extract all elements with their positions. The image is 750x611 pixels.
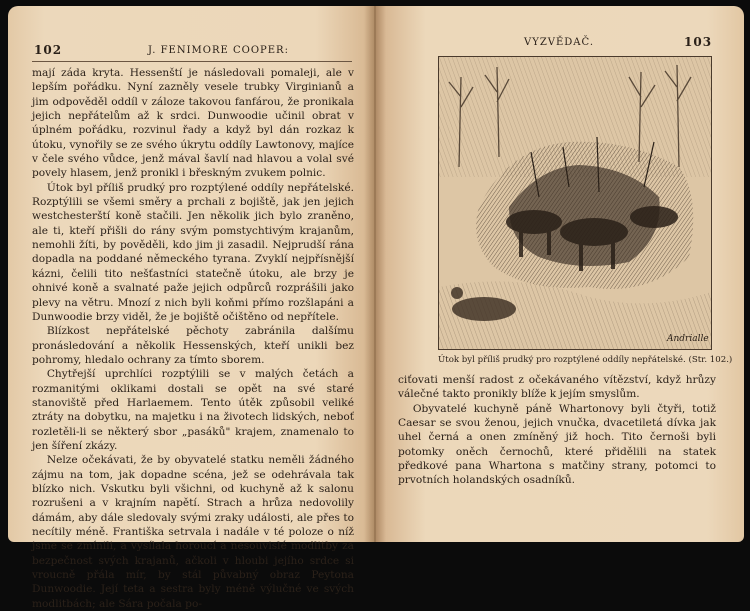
running-head-right: VYZVĚDAČ. xyxy=(524,37,595,48)
paragraph: Útok byl příliš prudký pro rozptýlené oddíly nepřátelské. Rozptýlili se všemi směry a prchali z bojiště, jak jen jejich westchesterští koně stačili. Jen několik jich bylo zraněno, ale ti, kteří přišli do rány svým pomstychtivým krajanům, nemohli žíti, by pověděli, kdo jim ji zasadil. Nejprudší rána dopadla na poddané německého tyrana. Zvyklí nejpřísnější kázni, čelili tito nešťastníci statečně útoku, ale brzy je ohnivé koně a svalnaté paže jejich odpůrců rozprášili jako plevy na větru. Mnozí z nich byli koňmi přímo rozšlapáni a Dunwoodie brzy viděl, že je bojiště očištěno od nepřítele. xyxy=(32,181,354,323)
right-page-body xyxy=(398,373,716,488)
svg-text:Andrialle: Andrialle xyxy=(667,334,709,344)
cavalry-charge-illustration xyxy=(439,57,711,349)
left-page xyxy=(8,6,374,610)
book-spread xyxy=(8,6,744,610)
left-page-body xyxy=(32,66,354,611)
paragraph: Nelze očekávati, že by obyvatelé statku neměli žádného zájmu na tom, jak dopadne scéna, jež se odehrávala tak blízko nich. Vskutku byli všichni, od kuchyně až k salonu rozrušeni a v krajním napětí. Strach a hrůza nedovolily dámám, aby dále sledovaly svými zraky události, ale přes to necítily méně. Františka setrvala i nadále v té poloze o níž jsme se zmínili, a vysílala horoucí a nesouvislé modlitby za bezpečnost svých krajanů, ačkoli v hloubi jejího srdce si vroucně přála mír, by stál půvabný obraz Peytona Dunwoodie. Její teta a sestra byly méně výlučné ve svých modlitbách; ale Sára počala po- xyxy=(32,454,354,610)
page-number-right: 103 xyxy=(684,35,713,49)
paragraph: Chytřejší uprchlíci rozptýlili se v malých četách a rozmanitými oklikami dostali se opět na své staré stanoviště před Harlaemem. Tento útěk způsobil veliké ztráty na dobytku, na majetku i na životech lidských, neboť rozletěli-li se některý sbor „pasáků" krajem, znamenalo to jen šíření zkázy. xyxy=(32,368,354,452)
illustration-caption: Útok byl příliš prudký pro rozptýlené oddíly nepřátelské. (Str. 102.) xyxy=(438,355,733,365)
paragraph: Obyvatelé kuchyně páně Whartonovy byli čtyři, totiž Caesar se svou ženou, jejich vnučka, dvacetiletá dívka jak uhel černá a onen zmíněný již hoch. Tito černoši byli potomky oněch černochů, které přidělili na statek předkové pana Whartona s matčiny strany, potomci to prvotních holandských osadníků. xyxy=(398,402,716,487)
battle-engraving xyxy=(438,56,712,350)
page-number-left: 102 xyxy=(34,43,63,57)
running-head-left: J. FENIMORE COOPER: xyxy=(148,45,289,56)
paragraph: ciťovati menší radost z očekávaného vítězství, když hrůzy válečné takto pronikly blíže k jejím smyslům. xyxy=(398,374,716,401)
paragraph: mají záda kryta. Hessenští je následovali pomaleji, ale v lepším pořádku. Nyní zazněly vesele trubky Virginianů a jim odpověděl oddíl v záloze takovou fanfárou, že pronikala jejich nepřátelům až k srdci. Dunwoodie učinil obrat v úplném pořádku, rozvinul řady a když byl dán rozkaz k útoku, vynořily se ze svého úkrytu oddíly Lawtonovy, majíce v čele svého vůdce, jenž mával šavlí nad hlavou a volal své povely hlasem, jenž pronikl i břeskným zvukem polnic. xyxy=(32,67,354,180)
right-page xyxy=(374,6,744,542)
paragraph: Blízkost nepřátelské pěchoty zabránila dalšímu pronásledování a několik Hessenských, kteří unikli bez pohromy, hledalo ochrany za tímto sborem. xyxy=(32,325,354,366)
header-rule-left xyxy=(32,61,352,62)
